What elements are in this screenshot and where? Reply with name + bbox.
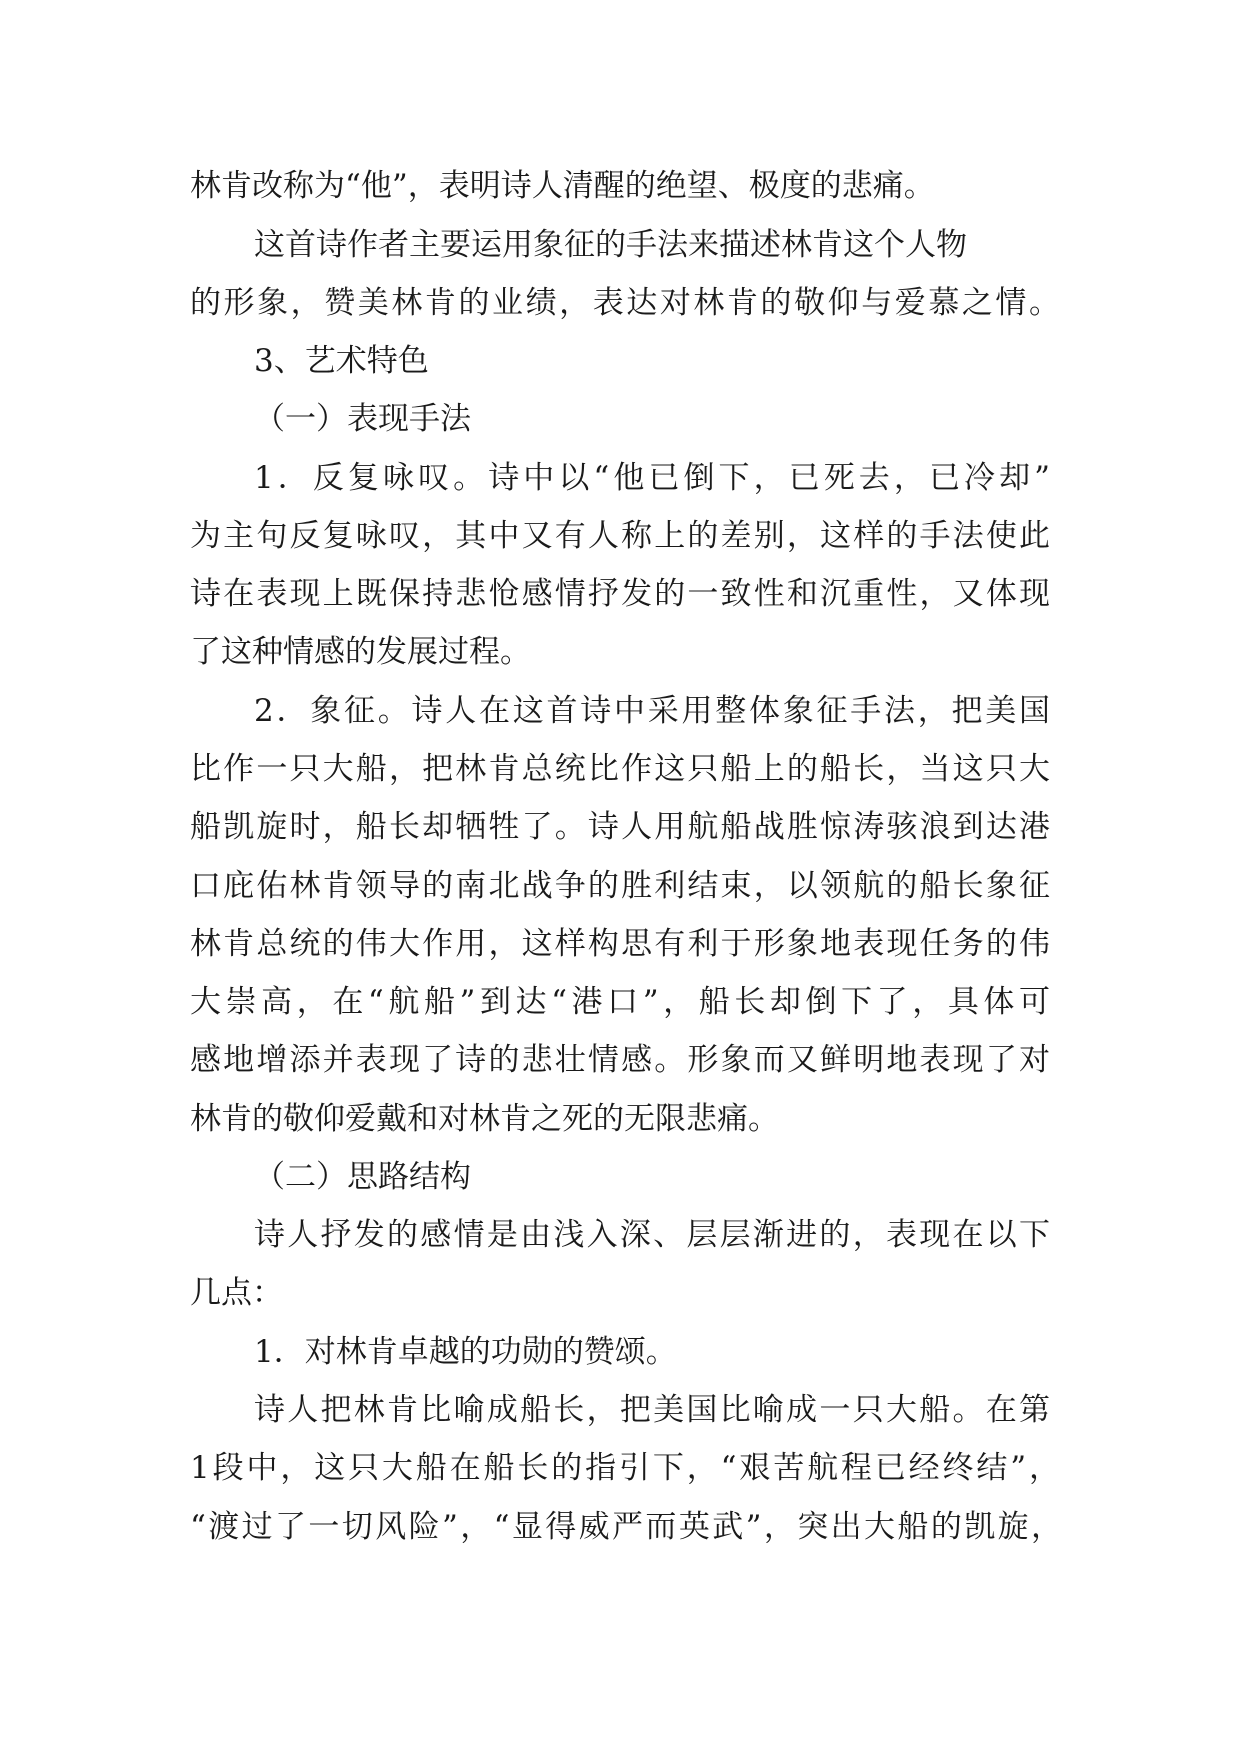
text-line: 口庇佑林肯领导的南北战争的胜利结束，以领航的船长象征: [190, 868, 1050, 904]
text-line: 林肯的敬仰爱戴和对林肯之死的无限悲痛。: [190, 1101, 779, 1137]
text-line: 船凯旋时，船长却牺牲了。诗人用航船战胜惊涛骇浪到达港: [190, 809, 1050, 845]
text-line: 诗人抒发的感情是由浅入深、层层渐进的，表现在以下: [254, 1217, 1050, 1253]
subsection-heading: （一）表现手法: [254, 401, 471, 437]
text-line: “渡过了一切风险”，“显得威严而英武”，突出大船的凯旋，: [190, 1509, 1062, 1545]
text-line: 2．象征。诗人在这首诗中采用整体象征手法，把美国: [254, 693, 1050, 729]
text-line: 1．对林肯卓越的功勋的赞颂。: [254, 1334, 677, 1370]
text-line: 1．反复咏叹。诗中以“他已倒下，已死去，已冷却”: [254, 460, 1050, 496]
text-line: 了这种情感的发展过程。: [190, 634, 531, 670]
section-heading: 3、艺术特色: [254, 343, 429, 379]
text-line: 大崇高，在“航船”到达“港口”，船长却倒下了，具体可: [190, 984, 1050, 1020]
text-line: 感地增添并表现了诗的悲壮情感。形象而又鲜明地表现了对: [190, 1042, 1050, 1078]
text-line: 比作一只大船，把林肯总统比作这只船上的船长，当这只大: [190, 751, 1050, 787]
text-line: 的形象，赞美林肯的业绩，表达对林肯的敬仰与爱慕之情。: [190, 285, 1060, 321]
text-line: 林肯总统的伟大作用，这样构思有利于形象地表现任务的伟: [190, 926, 1050, 962]
text-line: 林肯改称为“他”，表明诗人清醒的绝望、极度的悲痛。: [190, 168, 935, 204]
text-line: 为主句反复咏叹，其中又有人称上的差别，这样的手法使此: [190, 518, 1050, 554]
subsection-heading: （二）思路结构: [254, 1159, 471, 1195]
text-line: 诗在表现上既保持悲怆感情抒发的一致性和沉重性，又体现: [190, 576, 1050, 612]
text-line: 几点：: [190, 1275, 283, 1311]
text-line: 1段中，这只大船在船长的指引下，“艰苦航程已经终结”，: [190, 1450, 1060, 1486]
text-line: 这首诗作者主要运用象征的手法来描述林肯这个人物: [254, 227, 967, 263]
text-line: 诗人把林肯比喻成船长，把美国比喻成一只大船。在第: [254, 1392, 1050, 1428]
